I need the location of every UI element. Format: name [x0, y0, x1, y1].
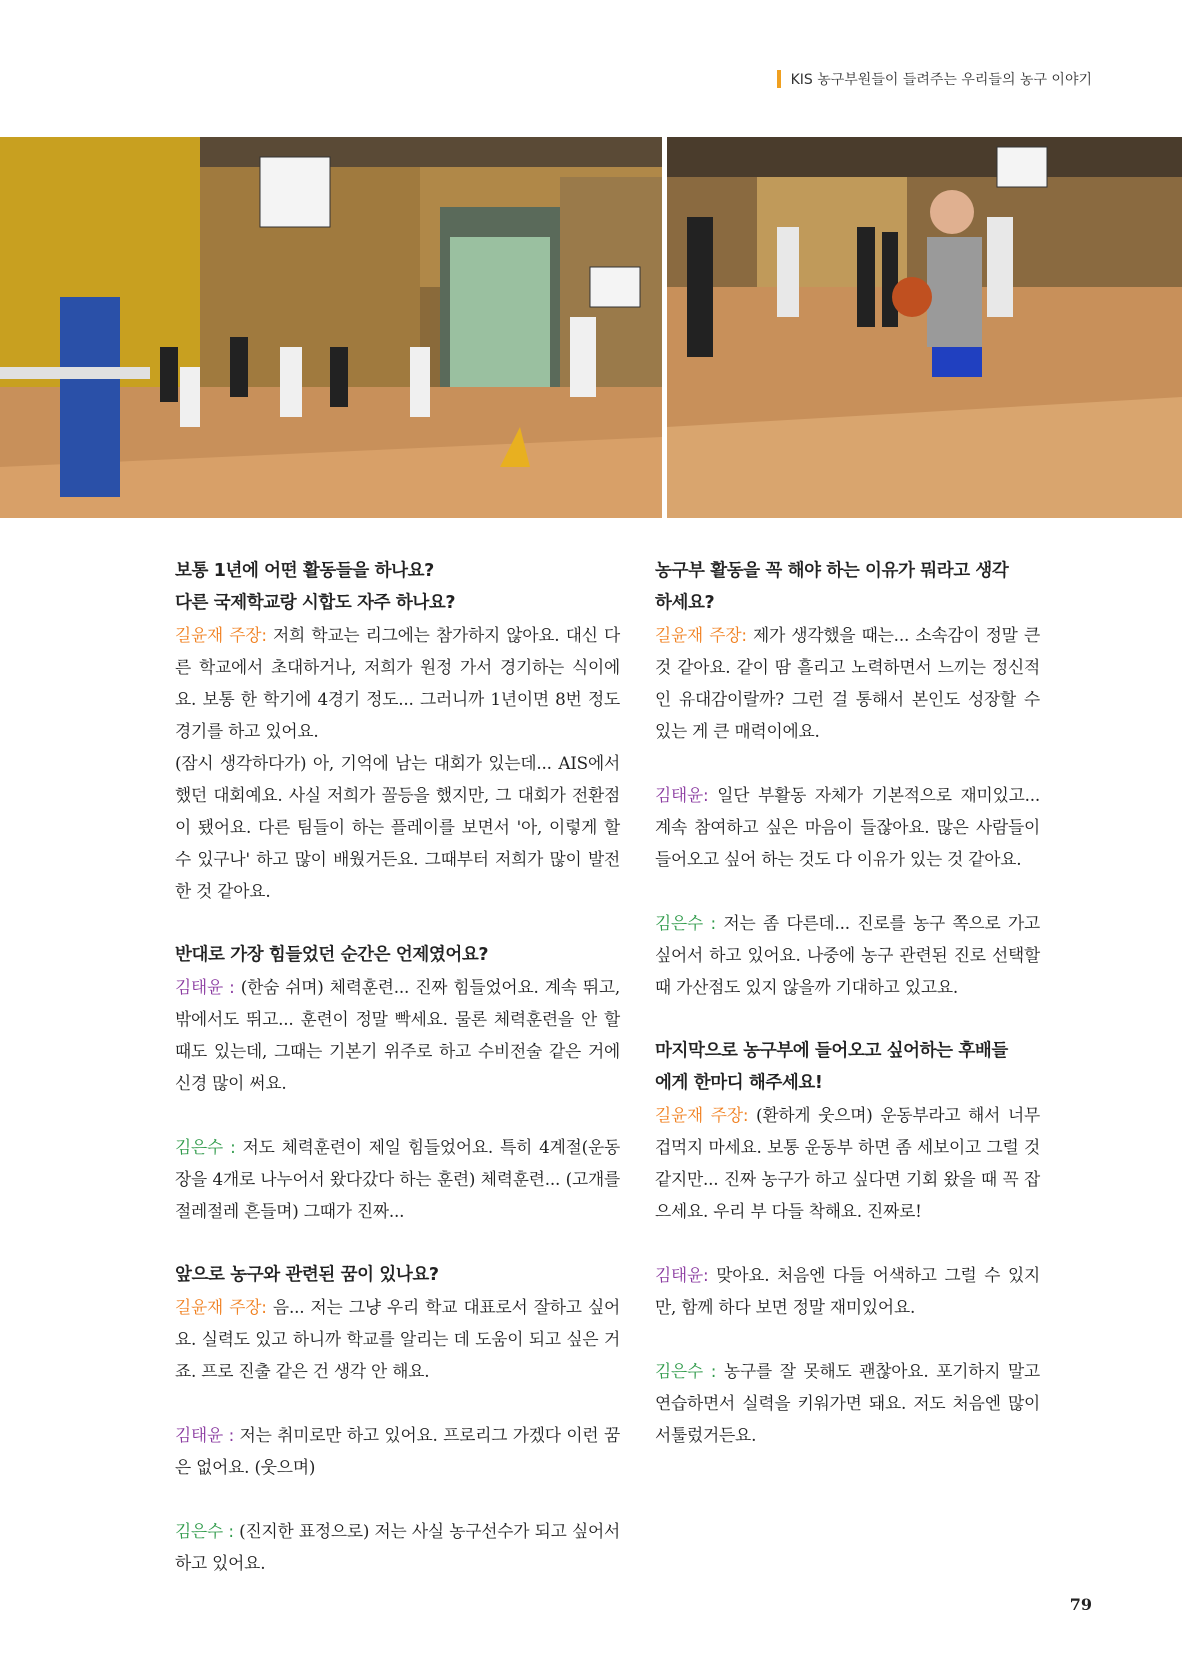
running-head [777, 68, 1092, 90]
answer [175, 1515, 620, 1579]
question: 하세요? [655, 593, 715, 613]
speaker-label: 김태윤 : [175, 1425, 235, 1445]
answer [655, 907, 1040, 1003]
answer [655, 619, 1040, 747]
answer [175, 1131, 620, 1227]
question: 마지막으로 농구부에 들어오고 싶어하는 후배들 [655, 1041, 1008, 1061]
speaker-label: 김은수 : [655, 913, 716, 933]
answer [655, 779, 1040, 875]
question: 앞으로 농구와 관련된 꿈이 있나요? [175, 1265, 439, 1285]
speaker-label: 김태윤 : [175, 977, 235, 997]
speaker-label: 길윤재 주장: [655, 625, 747, 645]
speaker-label: 김은수 : [655, 1361, 717, 1381]
speaker-label: 김태윤: [655, 785, 709, 805]
answer-text: 저는 취미로만 하고 있어요. 프로리그 가겠다 이런 꿈은 없어요. (웃으며) [175, 1425, 620, 1477]
speaker-label: 김태윤: [655, 1265, 709, 1285]
answer-text: 일단 부활동 자체가 기본적으로 재미있고... 계속 참여하고 싶은 마음이 들잖아요. 많은 사람들이 들어오고 싶어 하는 것도 다 이유가 있는 것 같아요. [655, 785, 1040, 869]
answer-text: 저도 체력훈련이 제일 힘들었어요. 특히 4계절(운동장을 4개로 나누어서 왔다갔다 하는 훈련) 체력훈련... (고개를 절레절레 흔들며) 그때가 진짜... [175, 1137, 621, 1221]
question: 에게 한마디 해주세요! [655, 1073, 823, 1093]
left-column [175, 555, 620, 1579]
right-column [655, 555, 1040, 1451]
running-title: KIS 농구부원들이 들려주는 우리들의 농구 이야기 [790, 72, 1092, 88]
answer-text: 농구를 잘 못해도 괜찮아요. 포기하지 말고 연습하면서 실력을 키워가면 돼요. 저도 처음엔 많이 서툴렀거든요. [655, 1361, 1041, 1445]
answer [175, 1419, 620, 1483]
answer: (잠시 생각하다가) 아, 기억에 남는 대회가 있는데... AIS에서 했던 대회예요. 사실 저희가 꼴등을 했지만, 그 대회가 전환점이 됐어요. 다른 팀들이 하는 플레이를 보면서 '아, 이렇게 할 수 있구나' 하고 많이 배웠거든요. 그때부터 저희가 많이 발전한 것 같아요. [175, 753, 620, 901]
speaker-label: 길윤재 주장: [175, 625, 267, 645]
question: 반대로 가장 힘들었던 순간은 언제였어요? [175, 945, 489, 965]
answer-text: (환하게 웃으며) 운동부라고 해서 너무 겁먹지 마세요. 보통 운동부 하면 좀 세보이고 그럴 것 같지만... 진짜 농구가 하고 싶다면 기회 왔을 때 꼭 잡으세요. 우리 부 다들 착해요. 진짜로! [655, 1105, 1040, 1221]
gym-photo-icon [667, 137, 1182, 518]
answer [655, 1355, 1040, 1451]
answer-text: (한숨 쉬며) 체력훈련... 진짜 힘들었어요. 계속 뛰고, 밖에서도 뛰고... 훈련이 정말 빡세요. 물론 체력훈련을 안 할 때도 있는데, 그때는 기본기 위주로 하고 수비전술 같은 거에 신경 많이 써요. [175, 977, 620, 1093]
photo-row [0, 137, 1182, 518]
question: 보통 1년에 어떤 활동들을 하나요? [175, 561, 434, 581]
answer [175, 971, 620, 1099]
answer-text: 제가 생각했을 때는... 소속감이 정말 큰 것 같아요. 같이 땀 흘리고 노력하면서 느끼는 정신적인 유대감이랄까? 그런 걸 통해서 본인도 성장할 수 있는 게 큰 매력이에요. [655, 625, 1040, 741]
page-number: 79 [1069, 1595, 1092, 1614]
answer-text: 맞아요. 처음엔 다들 어색하고 그럴 수 있지만, 함께 하다 보면 정말 재미있어요. [655, 1265, 1040, 1317]
answer [655, 1099, 1040, 1227]
answer-text: 저는 좀 다른데... 진로를 농구 쪽으로 가고 싶어서 하고 있어요. 나중에 농구 관련된 진로 선택할 때 가산점도 있지 않을까 기대하고 있고요. [655, 913, 1041, 997]
speaker-label: 길윤재 주장: [175, 1297, 267, 1317]
answer-text: 음... 저는 그냥 우리 학교 대표로서 잘하고 싶어요. 실력도 있고 하니까 학교를 알리는 데 도움이 되고 싶은 거죠. 프로 진출 같은 건 생각 안 해요. [175, 1297, 620, 1381]
answer [655, 1259, 1040, 1323]
speaker-label: 길윤재 주장: [655, 1105, 749, 1125]
speaker-label: 김은수 : [175, 1137, 236, 1157]
gym-photo-icon [0, 137, 662, 518]
answer [175, 1291, 620, 1387]
accent-bar [777, 70, 781, 88]
answer [175, 619, 620, 747]
question: 다른 국제학교랑 시합도 자주 하나요? [175, 593, 456, 613]
speaker-label: 김은수 : [175, 1521, 234, 1541]
answer-text: 저희 학교는 리그에는 참가하지 않아요. 대신 다른 학교에서 초대하거나, 저희가 원정 가서 경기하는 식이에요. 보통 한 학기에 4경기 정도... 그러니까 1년이면 8번 정도 경기를 하고 있어요. [175, 625, 620, 741]
answer-text: (진지한 표정으로) 저는 사실 농구선수가 되고 싶어서 하고 있어요. [175, 1521, 620, 1573]
question: 농구부 활동을 꼭 해야 하는 이유가 뭐라고 생각 [655, 561, 1009, 581]
